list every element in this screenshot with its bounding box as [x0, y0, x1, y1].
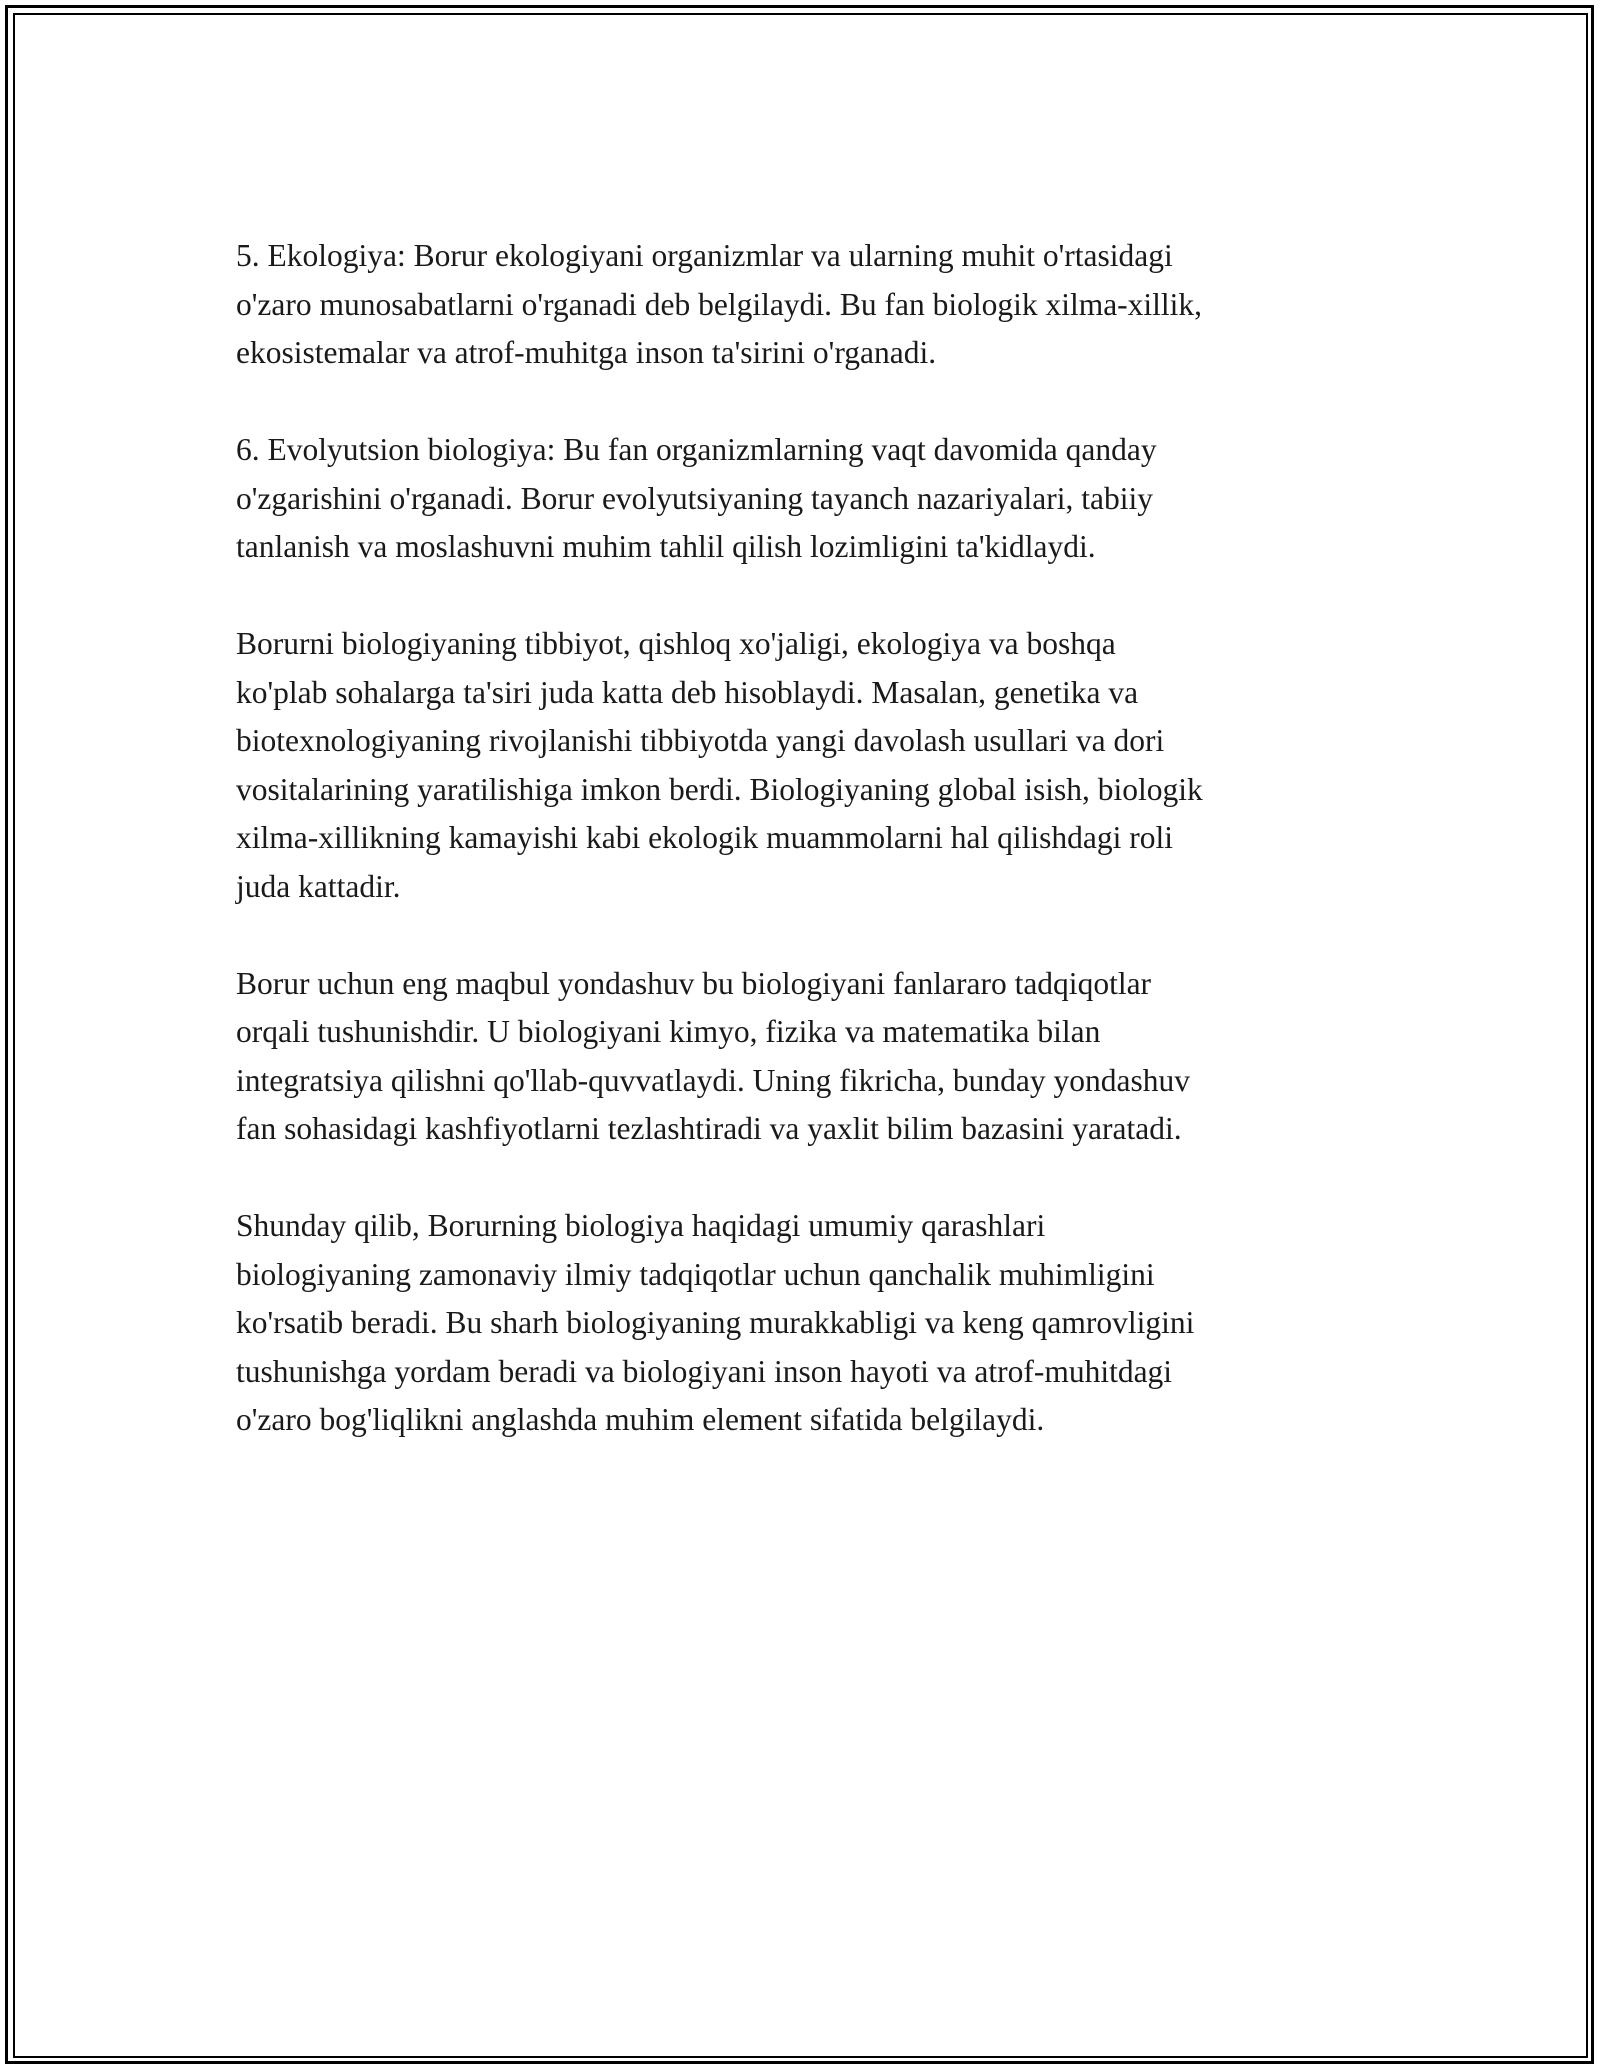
text-line: ko'rsatib beradi. Bu sharh biologiyaning murakkabligi va keng qamrovligini — [236, 1305, 1195, 1340]
text-line: fan sohasidagi kashfiyotlarni tezlashtiradi va yaxlit bilim bazasini yaratadi. — [236, 1111, 1182, 1146]
text-line: 6. Evolyutsion biologiya: Bu fan organizmlarning vaqt davomida qanday — [236, 432, 1157, 467]
text-line: Shunday qilib, Borurning biologiya haqidagi umumiy qarashlari — [236, 1208, 1046, 1243]
text-line: xilma-xillikning kamayishi kabi ekologik muammolarni hal qilishdagi roli — [236, 820, 1173, 855]
text-line: o'zaro munosabatlarni o'rganadi deb belgilaydi. Bu fan biologik xilma-xillik, — [236, 286, 1203, 322]
text-line: Borur uchun eng maqbul yondashuv bu biologiyani fanlararo tadqiqotlar — [236, 965, 1152, 1001]
paragraph-impact — [236, 620, 1376, 911]
text-line: ko'plab sohalarga ta'siri juda katta deb hisoblaydi. Masalan, genetika va — [236, 674, 1139, 710]
text-line: o'zgarishini o'rganadi. Borur evolyutsiyaning tayanch nazariyalari, tabiiy — [236, 480, 1153, 516]
text-line: Borurni biologiyaning tibbiyot, qishloq xo'jaligi, ekologiya va boshqa — [236, 626, 1116, 661]
text-line: 5. Ekologiya: Borur ekologiyani organizmlar va ularning muhit o'rtasidagi — [236, 238, 1173, 273]
text-line: biologiyaning zamonaviy ilmiy tadqiqotlar uchun qanchalik muhimligini — [236, 1256, 1155, 1292]
text-line: integratsiya qilishni qo'llab-quvvatlaydi. Uning fikricha, bunday yondashuv — [236, 1062, 1190, 1098]
text-line: vositalarining yaratilishiga imkon berdi. Biologiyaning global isish, biologik — [236, 771, 1203, 807]
text-line: tanlanish va moslashuvni muhim tahlil qilish lozimligini ta'kidlaydi. — [236, 529, 1096, 564]
paragraph-conclusion — [236, 1202, 1376, 1445]
text-line: o'zaro bog'liqlikni anglashda muhim element sifatida belgilaydi. — [236, 1402, 1045, 1437]
text-line: tushunishga yordam beradi va biologiyani inson hayoti va atrof-muhitdagi — [236, 1353, 1173, 1389]
paragraph-ecology — [236, 232, 1376, 378]
text-line: ekosistemalar va atrof-muhitga inson ta'sirini o'rganadi. — [236, 335, 937, 370]
paragraph-approach — [236, 960, 1376, 1154]
paragraph-evolutionary-biology — [236, 426, 1376, 572]
document-body — [236, 232, 1376, 1493]
text-line: orqali tushunishdir. U biologiyani kimyo, fizika va matematika bilan — [236, 1014, 1101, 1049]
text-line: biotexnologiyaning rivojlanishi tibbiyotda yangi davolash usullari va dori — [236, 723, 1165, 758]
text-line: juda kattadir. — [236, 868, 401, 904]
